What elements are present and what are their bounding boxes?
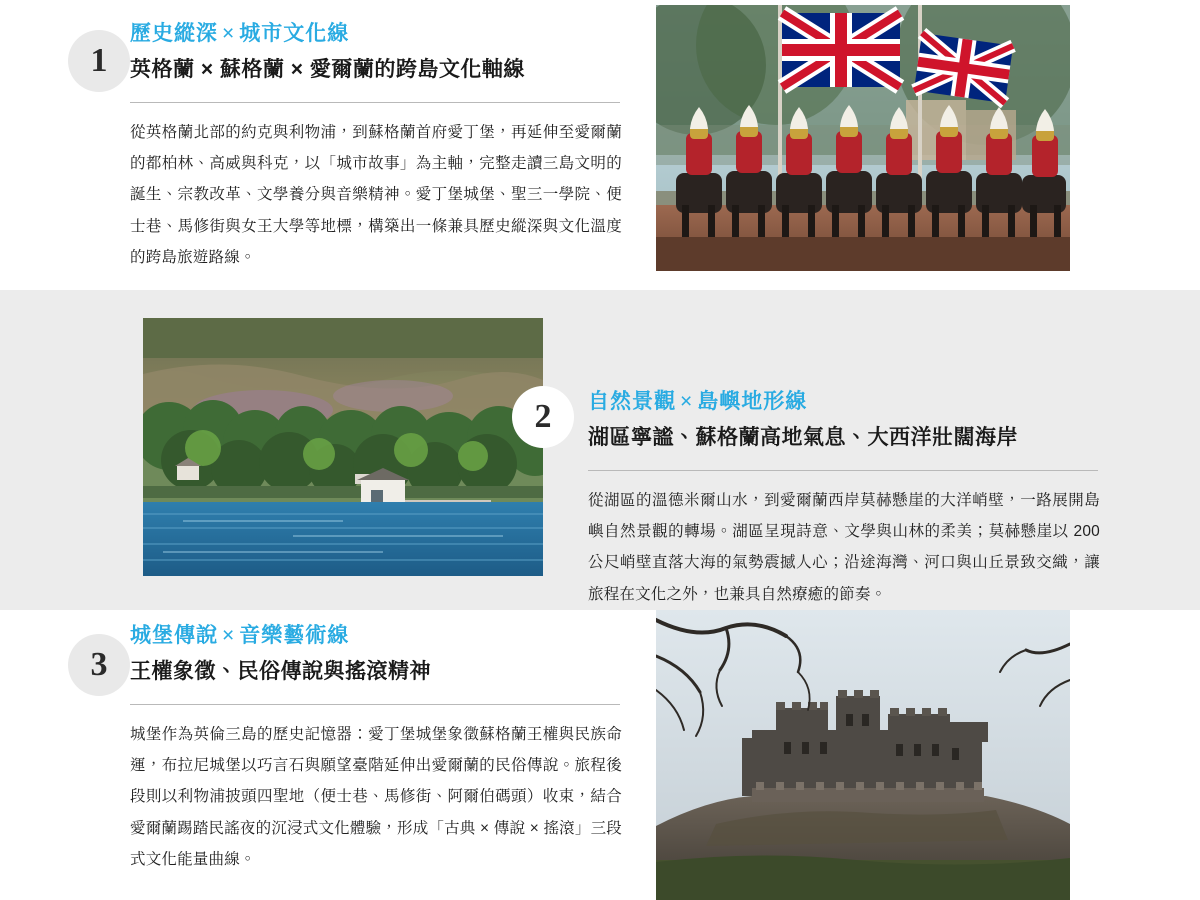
kicker-right-1: 城市文化線 — [239, 22, 350, 45]
section-text-column-3 — [130, 622, 630, 891]
section-divider-2 — [588, 470, 1098, 471]
section-3 — [0, 610, 1200, 900]
section-image-1 — [656, 5, 1070, 271]
section-subhead-3: 王權象徵、民俗傳說與搖滾精神 — [130, 660, 431, 684]
kicker-right-3: 音樂藝術線 — [239, 624, 350, 647]
section-number-badge-2: 2 — [512, 386, 574, 448]
kicker-separator-1: × — [222, 22, 236, 45]
section-text-column-1 — [130, 18, 630, 289]
section-subhead-2: 湖區寧謐、蘇格蘭高地氣息、大西洋壯闊海岸 — [588, 426, 1018, 450]
section-number-badge-1: 1 — [68, 30, 130, 92]
section-divider-1 — [130, 102, 620, 103]
section-body-3: 城堡作為英倫三島的歷史記憶器：愛丁堡城堡象徵蘇格蘭王權與民族命運，布拉尼城堡以巧言石與願望臺階延伸出愛爾蘭的民俗傳說。旅程後段則以利物浦披頭四聖地（便士巷、馬修街、阿爾伯碼頭）收束，結合愛爾蘭踢踏民謠夜的沉浸式文化體驗，形成「古典 × 傳說 × 搖滾」三段式文化能量曲線。 — [130, 725, 622, 869]
section-kicker-3 — [130, 622, 630, 650]
section-divider-3 — [130, 704, 620, 705]
section-body-2: 從湖區的溫德米爾山水，到愛爾蘭西岸莫赫懸崖的大洋峭壁，一路展開島嶼自然景觀的轉場。湖區呈現詩意、文學與山林的柔美；莫赫懸崖以 200 公尺峭壁直落大海的氣勢震撼人心；沿途海灣、河口與山丘景致交織，讓旅程在文化之外，也兼具自然療癒的節奏。 — [588, 491, 1100, 603]
kicker-left-3: 城堡傳說 — [130, 624, 218, 647]
section-body-1: 從英格蘭北部的約克與利物浦，到蘇格蘭首府愛丁堡，再延伸至愛爾蘭的都柏林、高威與科克，以「城市故事」為主軸，完整走讀三島文明的誕生、宗教改革、文學養分與音樂精神。愛丁堡城堡、聖三一學院、便士巷、馬修街與女王大學等地標，構築出一條兼具歷史縱深與文化溫度的跨島旅遊路線。 — [130, 123, 622, 267]
photo-edinburgh-castle — [656, 610, 1070, 900]
photo-guards-parade — [656, 5, 1070, 271]
kicker-left-1: 歷史縱深 — [130, 22, 218, 45]
section-image-2 — [143, 318, 543, 576]
section-1 — [0, 0, 1200, 290]
section-image-3 — [656, 610, 1070, 900]
section-number-badge-3: 3 — [68, 634, 130, 696]
section-kicker-1 — [130, 20, 525, 48]
section-subhead-1: 英格蘭 × 蘇格蘭 × 愛爾蘭的跨島文化軸線 — [130, 58, 525, 82]
kicker-separator-3: × — [222, 624, 236, 647]
section-heading-block-1 — [130, 18, 630, 86]
section-kicker-2 — [588, 388, 1108, 416]
photo-lake-district — [143, 318, 543, 576]
kicker-left-2: 自然景觀 — [588, 390, 676, 413]
section-text-column-2 — [588, 388, 1108, 626]
kicker-right-2: 島嶼地形線 — [697, 390, 808, 413]
section-2 — [0, 290, 1200, 610]
kicker-separator-2: × — [680, 390, 694, 413]
